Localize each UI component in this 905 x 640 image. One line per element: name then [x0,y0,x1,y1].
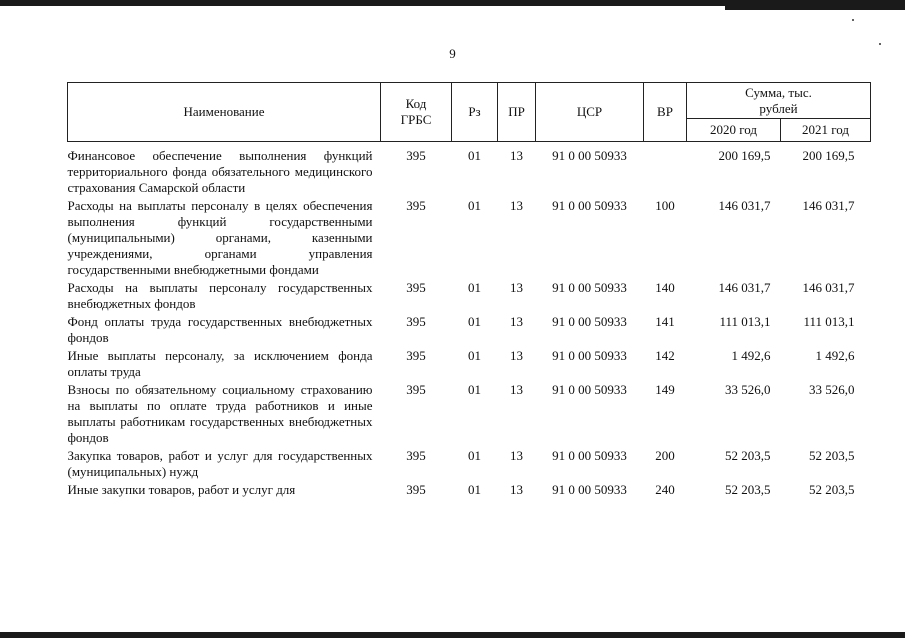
row-pr: 13 [510,198,523,213]
row-kod: 395 [406,448,426,463]
row-pr: 13 [510,148,523,163]
row-csr: 91 0 00 50933 [552,348,627,363]
table-row [68,142,871,199]
header-rz: Рз [452,83,498,142]
row-name: Фонд оплаты труда государственных внебюджетных фондов [67,314,373,345]
table-row [68,280,871,314]
row-kod: 395 [406,148,426,163]
row-amount-2020: 200 169,5 [718,148,771,163]
row-amount-2020: 52 203,5 [725,482,771,497]
row-amount-2020: 146 031,7 [718,280,771,295]
row-rz: 01 [468,482,481,497]
row-pr: 13 [510,348,523,363]
row-vr: 100 [655,198,675,213]
row-vr: 140 [655,280,675,295]
row-name: Закупка товаров, работ и услуг для государственных (муниципальных) нужд [67,448,373,479]
row-amount-2021: 146 031,7 [802,198,855,213]
row-pr: 13 [510,314,523,329]
row-rz: 01 [468,348,481,363]
row-vr: 240 [655,482,675,497]
row-pr: 13 [510,448,523,463]
row-rz: 01 [468,382,481,397]
row-csr: 91 0 00 50933 [552,448,627,463]
row-pr: 13 [510,482,523,497]
row-rz: 01 [468,448,481,463]
header-sum: Сумма, тыс. рублей [687,83,871,119]
row-name: Финансовое обеспечение выполнения функций территориального фонда обязательного медицинского страхования Самарской области [67,148,373,195]
row-rz: 01 [468,280,481,295]
row-vr: 149 [655,382,675,397]
table-row [68,314,871,348]
row-vr [644,142,687,199]
header-year-2020: 2020 год [687,119,781,142]
row-csr: 91 0 00 50933 [552,148,627,163]
row-amount-2021: 52 203,5 [809,448,855,463]
row-vr: 141 [655,314,675,329]
row-csr: 91 0 00 50933 [552,382,627,397]
scan-edge-top [0,0,905,6]
table-row [68,348,871,382]
header-name: Наименование [68,83,381,142]
row-name: Иные закупки товаров, работ и услуг для [67,482,296,497]
header-kod: Код ГРБС [381,83,452,142]
table-body [68,142,871,501]
row-kod: 395 [406,482,426,497]
row-kod: 395 [406,382,426,397]
row-amount-2021: 111 013,1 [803,314,855,329]
scan-speck [852,19,854,21]
row-pr: 13 [510,382,523,397]
row-amount-2021: 52 203,5 [809,482,855,497]
row-amount-2020: 146 031,7 [718,198,771,213]
row-amount-2020: 111 013,1 [719,314,771,329]
row-rz: 01 [468,198,481,213]
header-year-2021: 2021 год [781,119,871,142]
row-kod: 395 [406,314,426,329]
row-amount-2021: 1 492,6 [815,348,855,363]
row-csr: 91 0 00 50933 [552,280,627,295]
row-rz: 01 [468,314,481,329]
table-header [68,83,871,142]
page-number: 9 [449,46,456,61]
row-vr: 200 [655,448,675,463]
row-amount-2020: 33 526,0 [725,382,771,397]
row-amount-2020: 1 492,6 [731,348,771,363]
row-amount-2020: 52 203,5 [725,448,771,463]
row-name: Иные выплаты персоналу, за исключением фонда оплаты труда [67,348,373,379]
table-row [68,198,871,280]
row-rz: 01 [468,148,481,163]
table-row [68,482,871,500]
row-name: Расходы на выплаты персоналу в целях обеспечения выполнения функций государственными (муниципальными) органами, казенными учреждениями, органами управления государственными внебюджетными фондами [67,198,373,277]
row-name: Расходы на выплаты персоналу государственных внебюджетных фондов [67,280,373,311]
row-amount-2021: 146 031,7 [802,280,855,295]
row-kod: 395 [406,280,426,295]
row-kod: 395 [406,348,426,363]
row-vr: 142 [655,348,675,363]
row-name: Взносы по обязательному социальному страхованию на выплаты по оплате труда работников и иные выплаты работникам государственных внебюджетных фондов [67,382,373,445]
row-amount-2021: 33 526,0 [809,382,855,397]
budget-table [67,82,871,500]
header-pr: ПР [498,83,536,142]
scan-edge-bottom [0,632,905,638]
row-pr: 13 [510,280,523,295]
row-amount-2021: 200 169,5 [802,148,855,163]
row-csr: 91 0 00 50933 [552,482,627,497]
header-vr: ВР [644,83,687,142]
header-csr: ЦСР [536,83,644,142]
row-csr: 91 0 00 50933 [552,198,627,213]
table-row [68,382,871,448]
scan-speck [879,43,881,45]
table-row [68,448,871,482]
row-csr: 91 0 00 50933 [552,314,627,329]
row-kod: 395 [406,198,426,213]
